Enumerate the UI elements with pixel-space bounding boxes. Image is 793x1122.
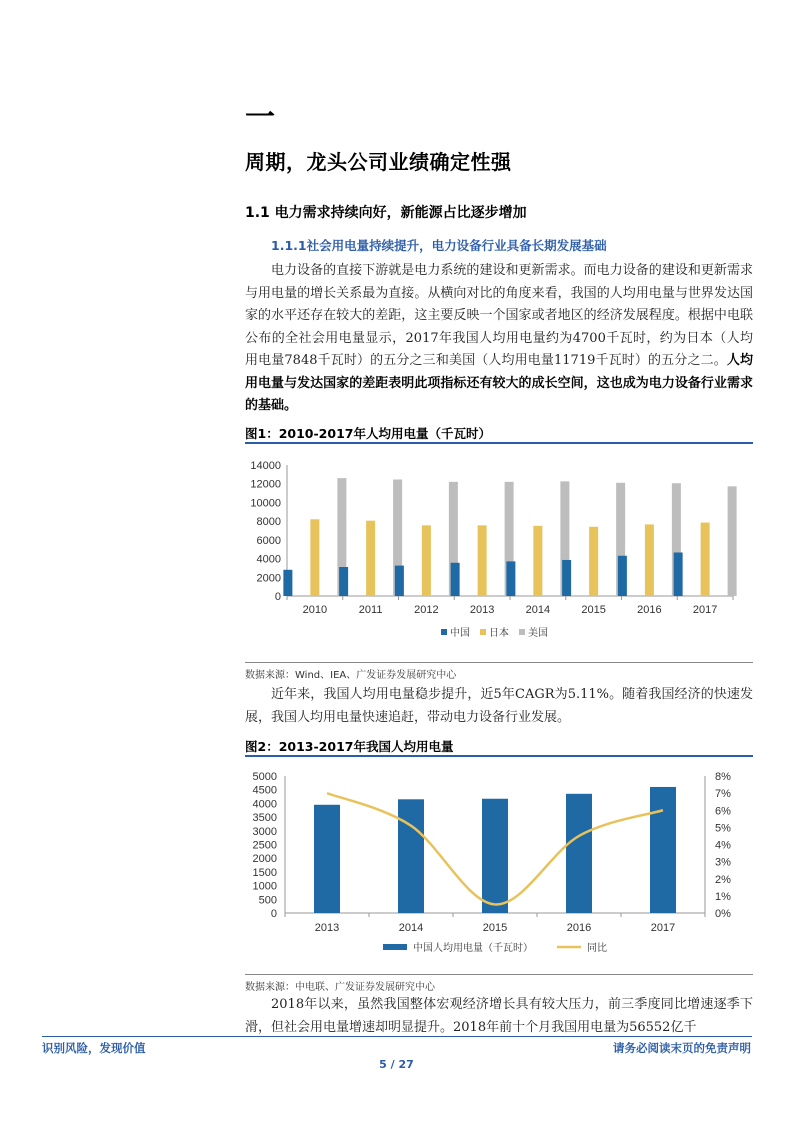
y2-tick-label: 8%	[715, 771, 731, 783]
footer-slogan: 识别风险，发现价值	[42, 1041, 146, 1055]
legend-label-美国: 美国	[528, 628, 548, 639]
y-tick-label: 2500	[252, 839, 277, 852]
bar-中国-2010	[283, 570, 292, 596]
paragraph-1-bold: 人均用电量与发达国家的差距表明此项指标还有较大的成长空间，这也成为电力设备行业需求的基础。	[245, 353, 753, 413]
legend-swatch-bar	[383, 944, 407, 950]
bar-2014	[398, 799, 424, 913]
page-number: 5 / 27	[379, 1058, 414, 1071]
y-tick-label: 0	[274, 591, 281, 603]
x-tick-label: 2012	[414, 604, 439, 616]
x-tick-label: 2013	[314, 922, 340, 934]
figure-1-x-axis	[287, 596, 733, 616]
figure-2-x-axis	[285, 913, 705, 934]
figure-2-source: 数据来源：中电联、广发证券发展研究中心	[245, 982, 435, 993]
bar-日本-2010	[310, 519, 319, 596]
bar-日本-2012	[422, 525, 431, 596]
subsection-title: 1.1 电力需求持续向好，新能源占比逐步增加	[245, 205, 527, 221]
bar-中国-2017	[674, 552, 683, 596]
y2-tick-label: 5%	[715, 822, 731, 835]
bar-2013	[314, 805, 340, 913]
figure-1-legend	[441, 626, 548, 639]
y2-tick-label: 6%	[715, 805, 731, 818]
bar-2015	[482, 799, 508, 913]
figure-2-legend	[383, 941, 607, 954]
y-tick-label: 14000	[250, 460, 281, 472]
y-tick-label: 3000	[252, 825, 277, 838]
section-number: 一	[245, 100, 275, 135]
y-tick-label: 4000	[256, 553, 281, 566]
x-tick-label: 2017	[692, 604, 718, 616]
y-tick-label: 2000	[256, 572, 281, 585]
y-tick-label: 1000	[252, 880, 277, 893]
bar-日本-2017	[701, 523, 710, 596]
figure-1-y-axis	[250, 460, 281, 603]
y2-tick-label: 7%	[715, 788, 731, 801]
bar-日本-2015	[589, 527, 598, 596]
y2-tick-label: 3%	[715, 856, 731, 869]
footer-rule	[42, 1036, 752, 1037]
figure-1-bars	[283, 478, 736, 596]
figure-2-top-rule	[245, 755, 753, 757]
figure-1-bottom-rule	[245, 662, 753, 663]
x-tick-label: 2011	[358, 604, 383, 616]
bar-中国-2012	[395, 566, 404, 596]
y-tick-label: 1500	[252, 866, 277, 879]
figure-2-title: 图2：2013-2017年我国人均用电量	[245, 739, 454, 754]
y-tick-label: 2000	[252, 853, 277, 866]
y-tick-label: 500	[258, 894, 277, 907]
x-tick-label: 2015	[482, 922, 508, 934]
bar-中国-2015	[562, 560, 571, 596]
paragraph-3-text: 2018年以来，虽然我国整体宏观经济增长具有较大压力，前三季度同比增速逐季下滑，但社会用电量增速却明显提升。2018年前十个月我国用电量为56552亿千	[245, 997, 753, 1035]
paragraph-1	[245, 260, 753, 418]
paragraph-1-text: 电力设备的直接下游就是电力系统的建设和更新需求。而电力设备的建设和更新需求与用电量的增长关系最为直接。从横向对比的角度来看，我国的人均用电量与世界发达国家的水平还存在较大的差距，这主要反映一个国家或者地区的经济发展程度。根据中电联公布的全社会用电量显示，2017年我国人均用电量约为4700千瓦时，约为日本（人均用电量7848千瓦时）的五分之三和美国（人均用电量11719千瓦时）的五分之二。	[245, 263, 753, 368]
legend-label-中国: 中国	[450, 628, 470, 639]
bar-2016	[566, 794, 592, 913]
figure-1-title: 图1：2010-2017年人均用电量（千瓦时）	[245, 426, 491, 441]
section-title: 周期，龙头公司业绩确定性强	[245, 150, 512, 174]
y-tick-label: 5000	[252, 771, 277, 783]
legend-swatch-日本	[480, 629, 486, 635]
legend-swatch-美国	[519, 629, 525, 635]
legend-swatch-中国	[441, 629, 447, 635]
figure-2-y-axis-right	[715, 771, 731, 920]
bar-日本-2013	[478, 525, 487, 596]
bar-日本-2011	[366, 521, 375, 596]
y-tick-label: 6000	[256, 534, 281, 547]
legend-label-bar: 中国人均用电量（千瓦时）	[413, 943, 533, 954]
figure-2-chart	[245, 762, 753, 970]
x-tick-label: 2016	[566, 922, 592, 934]
bar-日本-2016	[645, 524, 654, 596]
bar-中国-2014	[506, 561, 515, 596]
bar-2017	[650, 787, 676, 913]
paragraph-3	[245, 994, 753, 1036]
x-tick-label: 2017	[650, 922, 676, 934]
bar-中国-2016	[618, 556, 627, 596]
y-tick-label: 4000	[252, 798, 277, 811]
legend-label-日本: 日本	[489, 628, 509, 639]
y2-tick-label: 4%	[715, 839, 731, 852]
subsubsection-title: 1.1.1社会用电量持续提升，电力设备行业具备长期发展基础	[271, 238, 607, 253]
figure-2-bottom-rule	[245, 974, 753, 975]
y2-tick-label: 1%	[715, 890, 731, 903]
x-tick-label: 2014	[398, 922, 424, 934]
y-tick-label: 3500	[252, 812, 277, 825]
paragraph-2	[245, 684, 753, 729]
x-tick-label: 2016	[637, 604, 662, 616]
paragraph-2-text: 近年来，我国人均用电量稳步提升，近5年CAGR为5.11%。随着我国经济的快速发展，我国人均用电量快速追赶，带动电力设备行业发展。	[245, 687, 753, 725]
bar-日本-2014	[533, 526, 542, 596]
bar-中国-2011	[339, 567, 348, 596]
bar-美国-2017	[728, 486, 737, 596]
figure-2-y-axis-left	[253, 771, 277, 920]
footer-disclaimer: 请务必阅读末页的免责声明	[613, 1041, 751, 1055]
y-tick-label: 0	[270, 908, 277, 920]
x-tick-label: 2014	[525, 604, 551, 616]
figure-1-source: 数据来源：Wind、IEA、广发证券发展研究中心	[245, 670, 457, 681]
figure-1-top-rule	[245, 442, 753, 444]
x-tick-label: 2013	[469, 604, 495, 616]
bar-中国-2013	[451, 563, 460, 596]
y-tick-label: 8000	[256, 516, 281, 529]
y-tick-label: 10000	[250, 497, 281, 510]
y-tick-label: 12000	[250, 478, 281, 491]
figure-1-chart	[245, 448, 753, 658]
y-tick-label: 4500	[252, 784, 277, 797]
legend-label-line: 同比	[587, 943, 607, 954]
x-tick-label: 2010	[302, 604, 328, 616]
y2-tick-label: 0%	[715, 908, 731, 920]
y2-tick-label: 2%	[715, 873, 731, 886]
x-tick-label: 2015	[581, 604, 606, 616]
